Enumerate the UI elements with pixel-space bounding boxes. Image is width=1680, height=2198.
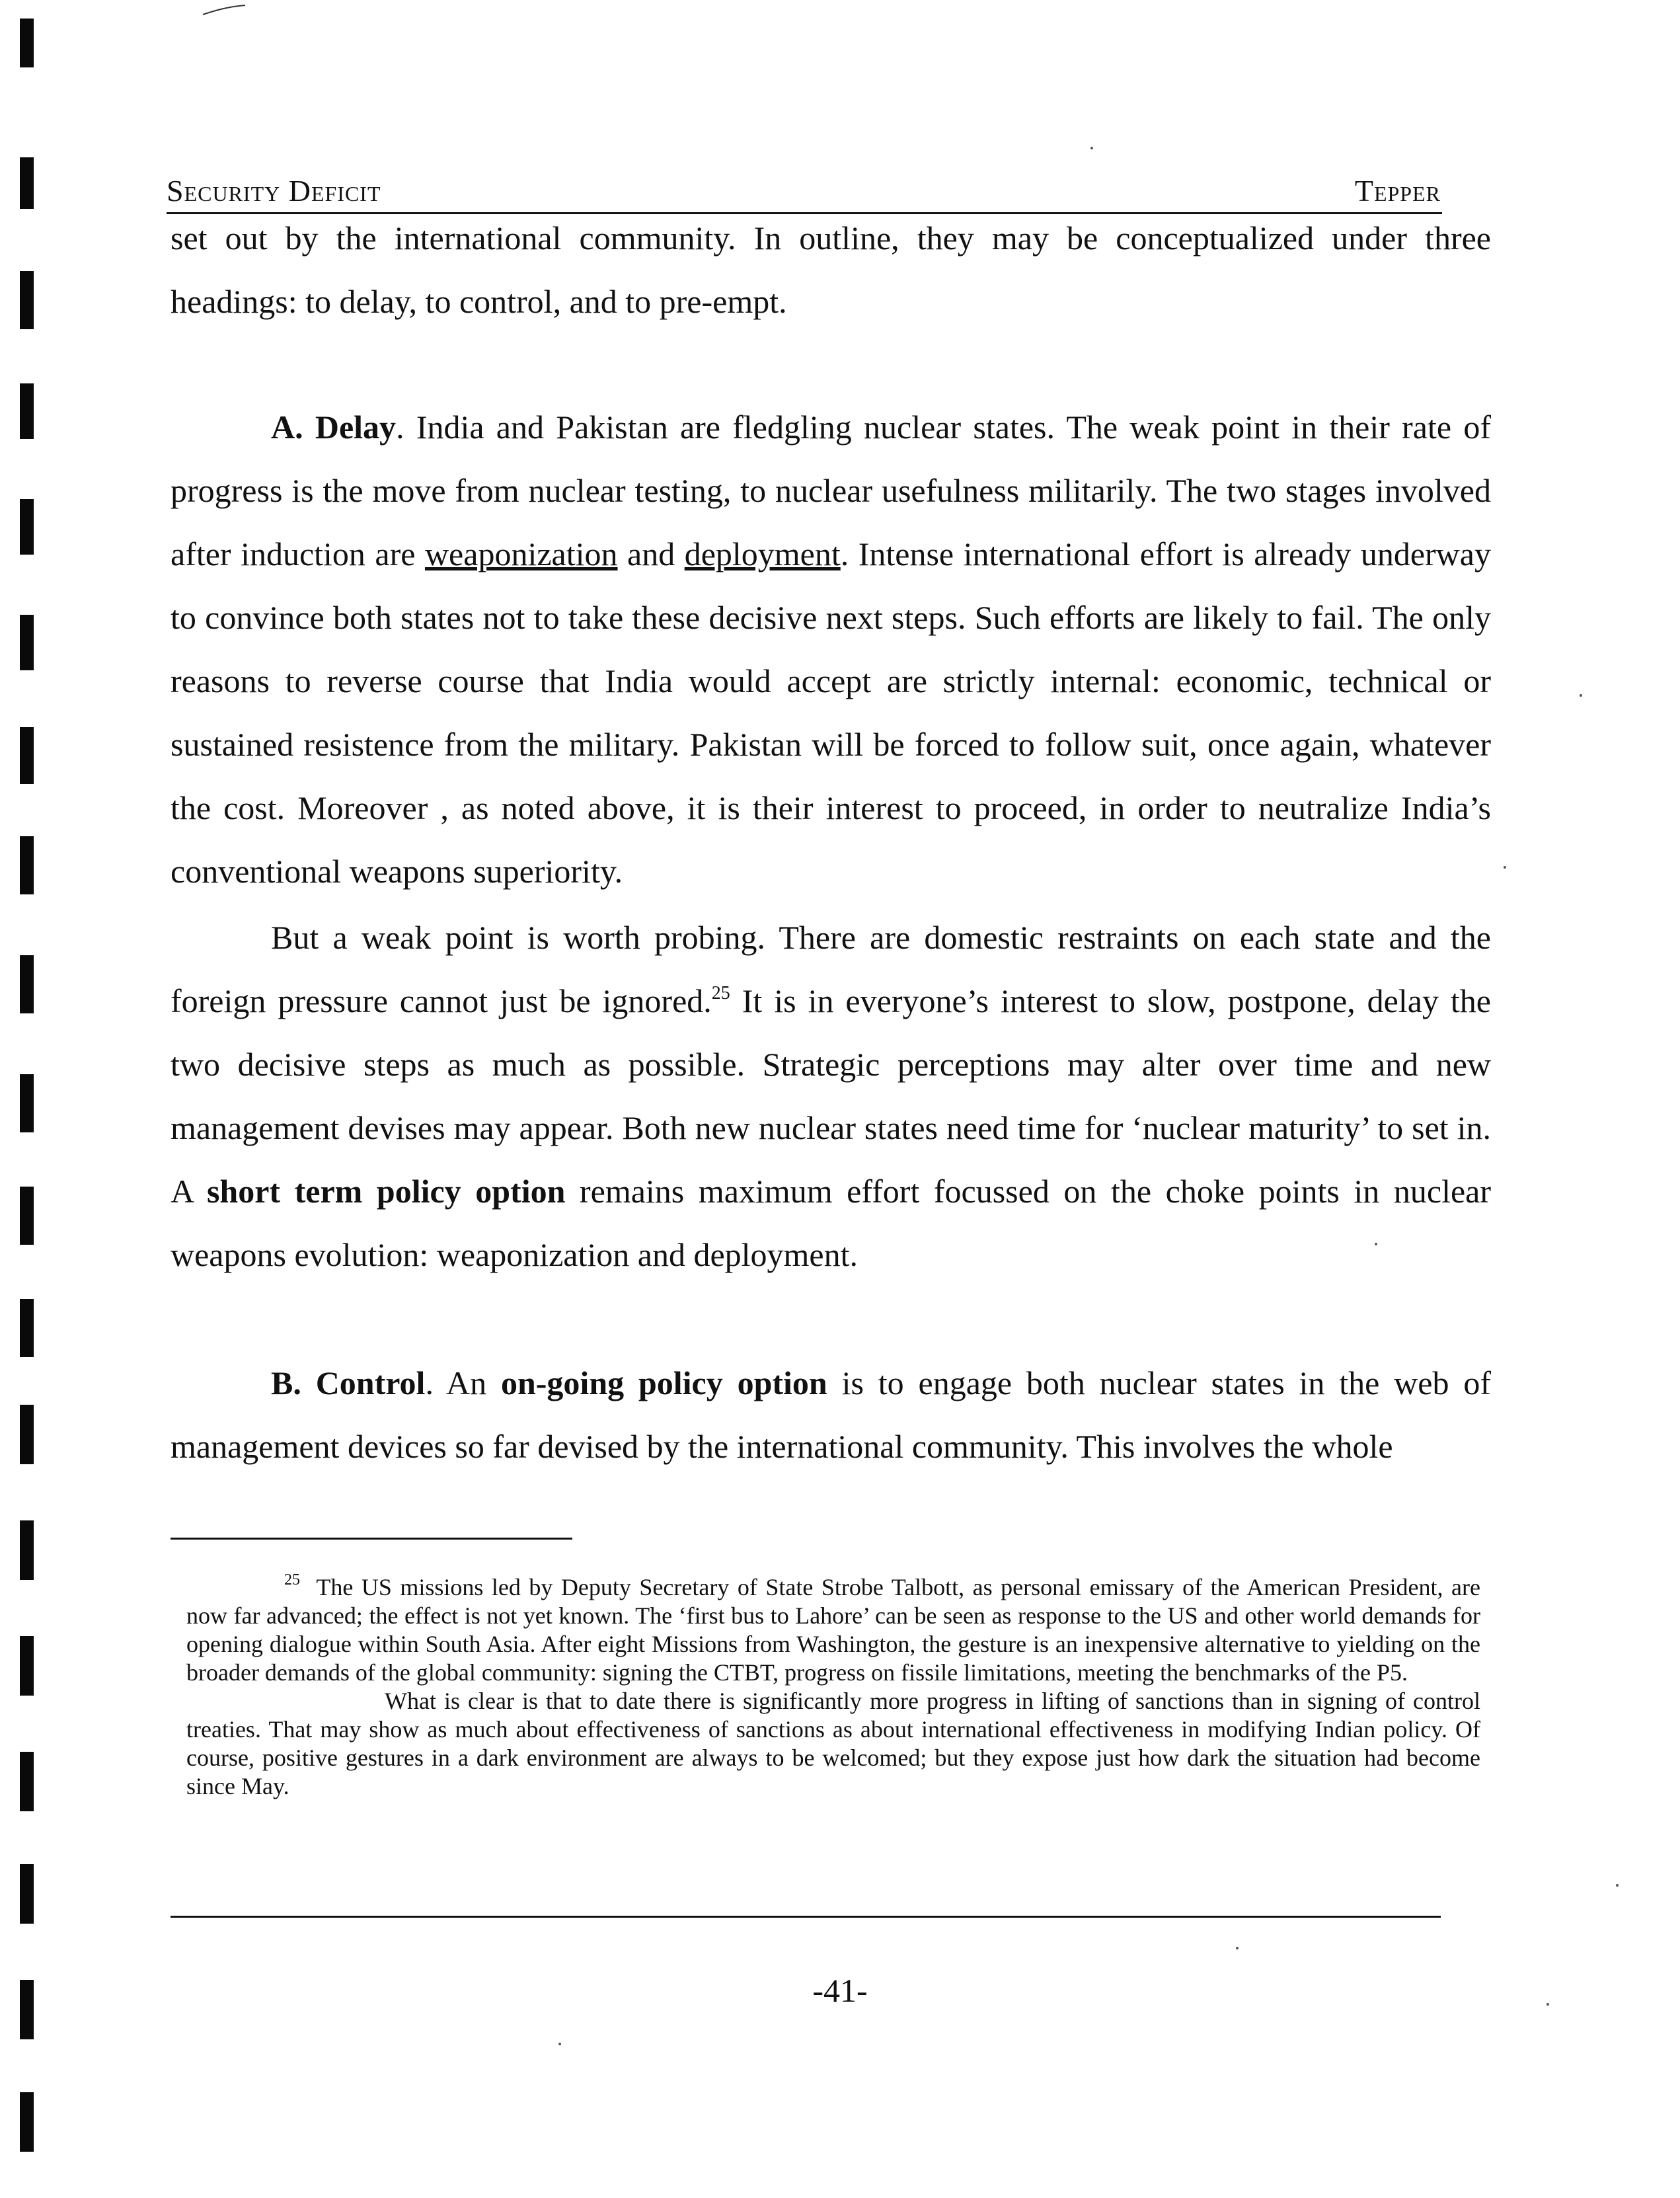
short-term-option: short term policy option xyxy=(206,1173,566,1210)
deployment-term: deployment xyxy=(684,535,841,572)
scan-speck xyxy=(1090,147,1093,149)
footnote-text-1: The US missions led by Deputy Secretary of State Strobe Talbott, as personal emissary of the American President, are now far advanced; the effect is not yet known. The ‘first bus to Lahore’ can be seen as response to the US and other world demands for opening dialogue within South Asia. After eight Missions from Washington, the gesture is an inexpensive alternative to yielding on the broader demands of the global community: signing the CTBT, progress on fissile limitations, meeting the benchmarks of the P5. xyxy=(186,1574,1480,1686)
weak-point-section xyxy=(171,906,1491,1286)
weaponization-term: weaponization xyxy=(424,535,618,572)
footnote-number: 25 xyxy=(284,1571,300,1589)
binding-mark xyxy=(20,499,34,555)
binding-mark xyxy=(20,1074,34,1132)
binding-mark xyxy=(20,1864,34,1924)
delay-text-1: . India and Pakistan are fledgling nuclear states. The weak point in their rate of progress is the move from nuclear testing, to nuclear usefulness militarily. The two stages involved after induction are xyxy=(171,409,1491,572)
binding-mark xyxy=(20,383,34,439)
running-head-author: Tepper xyxy=(1354,174,1441,208)
scan-scribble xyxy=(202,4,248,17)
binding-mark xyxy=(20,2092,34,2152)
scan-speck xyxy=(1504,866,1506,869)
running-head-title: Security Deficit xyxy=(167,174,381,208)
binding-mark xyxy=(20,1520,34,1580)
binding-mark xyxy=(20,727,34,784)
footnote-separator xyxy=(171,1538,572,1540)
footer-rule xyxy=(171,1916,1441,1918)
binding-mark xyxy=(20,1752,34,1811)
intro-text: set out by the international community. In outline, they may be conceptualized under three headings: to delay, to control, and to pre-empt. xyxy=(171,219,1491,320)
weak-point-text-1: But a weak point is worth probing. There are domestic restraints on each state and the foreign pressure cannot just be ignored. xyxy=(171,919,1491,1019)
binding-mark xyxy=(20,1187,34,1245)
scan-speck xyxy=(1616,1884,1619,1887)
section-control xyxy=(171,1351,1491,1478)
binding-mark xyxy=(20,615,34,670)
on-going-option: on-going policy option xyxy=(500,1364,827,1401)
delay-text-3: . Intense international effort is already underway to convince both states not to take these decisive next steps. Such efforts are likely to fail. The only reasons to reverse course that India would accept are strictly internal: economic, technical or sustained resistence from the military. Pakistan will be forced to follow suit, once again, whatever the cost. Moreover , as noted above, it is their interest to proceed, in order to neutralize India’s conventional weapons superiority. xyxy=(171,535,1491,890)
control-heading: B. Control xyxy=(271,1364,426,1401)
binding-mark xyxy=(20,271,34,329)
weak-point-text-3: remains maximum effort focussed on the choke points in nuclear weapons evolution: weaponization and deployment. xyxy=(171,1173,1492,1273)
control-paragraph xyxy=(171,1351,1491,1478)
binding-mark xyxy=(20,955,34,1013)
delay-text-2: and xyxy=(617,535,685,572)
weak-point-paragraph xyxy=(171,906,1491,1286)
scan-speck xyxy=(1236,1947,1239,1949)
footnote-paragraph-2: What is clear is that to date there is significantly more progress in lifting of sanctions than in signing of control treaties. That may show as much about effectiveness of sanctions as about international effectiveness in modifying Indian policy. Of course, positive gestures in a dark environment are always to be welcomed; but they expose just how dark the situation had become since May. xyxy=(186,1688,1480,1799)
footnote xyxy=(186,1573,1480,1801)
intro-paragraph xyxy=(171,206,1491,333)
scan-speck xyxy=(558,2043,561,2045)
page-number: -41- xyxy=(812,1972,868,2009)
scan-speck xyxy=(1580,694,1582,697)
binding-mark xyxy=(20,19,34,67)
control-text-1: . An xyxy=(425,1364,501,1401)
weak-point-text-2: It is in everyone’s interest to slow, postpone, delay the two decisive steps as much as possible. Strategic perceptions may alter over time and new management devises may appear. Both new nuclear states need time for ‘nuclear maturity’ to set in. A xyxy=(171,982,1491,1210)
binding-mark xyxy=(20,1636,34,1696)
section-delay xyxy=(171,395,1491,903)
delay-heading: A. Delay xyxy=(271,409,397,446)
binding-mark xyxy=(20,1405,34,1464)
binding-mark xyxy=(20,1299,34,1357)
footnote-paragraph-1 xyxy=(186,1573,1480,1687)
control-text-2: is to engage both nuclear states in the web of management devices so far devised by the international community. This involves the whole xyxy=(171,1364,1491,1465)
binding-mark xyxy=(20,836,34,894)
binding-mark xyxy=(20,157,34,209)
footnote-reference[interactable]: 25 xyxy=(711,983,730,1003)
delay-paragraph xyxy=(171,395,1491,903)
